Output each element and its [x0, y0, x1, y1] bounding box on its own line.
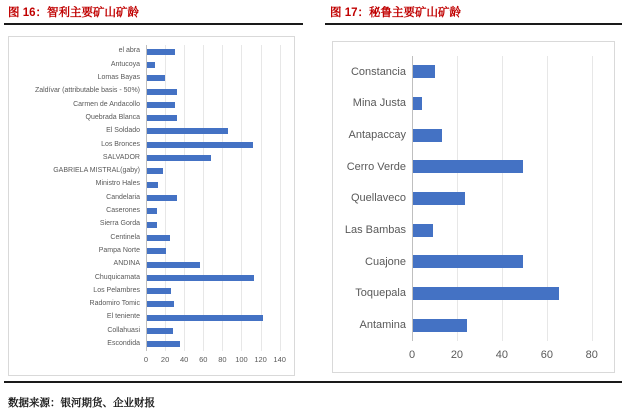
bar: [147, 341, 180, 347]
bar: [147, 315, 263, 321]
bar: [147, 168, 163, 174]
bar: [147, 89, 177, 95]
bar: [147, 275, 254, 281]
data-source-note: 数据来源：银河期货、企业财报: [8, 397, 155, 409]
bar: [147, 75, 165, 81]
category-label: Centinela: [110, 233, 140, 241]
bar: [147, 182, 158, 188]
x-tick-label: 140: [273, 355, 286, 364]
category-label: Lomas Bayas: [97, 74, 140, 81]
figure16-title: 图 16：智利主要矿山矿龄: [8, 7, 139, 19]
bar: [147, 248, 166, 254]
category-label: Zaldívar (attributable basis - 50%): [34, 87, 140, 95]
category-label: Candelaria: [106, 193, 140, 201]
x-tick-label: 20: [450, 349, 464, 361]
bar: [147, 288, 171, 294]
category-label: Escondida: [107, 340, 140, 348]
category-label: Caserones: [106, 207, 140, 215]
category-label: Cuajone: [365, 255, 406, 268]
chile-mine-age-chart: [9, 37, 294, 375]
gridline: [592, 56, 593, 341]
bar: [147, 195, 177, 201]
category-label: Antamina: [359, 318, 406, 331]
category-label: El Soldado: [106, 127, 140, 135]
x-tick-label: 60: [540, 349, 553, 361]
gridline: [280, 45, 281, 351]
figure17-chart-panel: [332, 41, 615, 373]
category-label: Chuquicamata: [94, 273, 140, 281]
bar: [147, 115, 177, 121]
category-label: Quebrada Blanca: [85, 113, 140, 121]
category-label: Carmen de Andacollo: [73, 100, 140, 108]
figure16-title-rule: [4, 23, 303, 25]
bar: [413, 255, 523, 268]
figure17-title: 图 17：秘鲁主要矿山矿龄: [330, 7, 461, 19]
category-label: Radomiro Tomic: [89, 300, 140, 308]
x-tick-label: 0: [143, 355, 149, 364]
bar: [413, 97, 422, 110]
bar: [147, 142, 253, 148]
bar: [413, 319, 467, 332]
gridline: [184, 45, 185, 351]
category-label: Constancia: [350, 65, 406, 78]
category-label: Antapaccay: [348, 128, 406, 141]
category-label: Mina Justa: [352, 97, 406, 110]
category-label: Pampa Norte: [98, 246, 140, 254]
bar: [147, 102, 175, 108]
category-label: Collahuasi: [107, 326, 140, 334]
x-tick-label: 20: [160, 355, 170, 364]
category-label: El teniente: [106, 313, 140, 321]
gridline: [222, 45, 223, 351]
bar: [147, 235, 170, 241]
gridline: [241, 45, 242, 351]
category-label: Los Bronces: [101, 140, 140, 148]
bar: [413, 192, 465, 205]
category-label: el abra: [118, 47, 140, 55]
bar: [147, 155, 211, 161]
x-tick-label: 60: [199, 355, 208, 364]
category-label: Antucoya: [110, 60, 140, 68]
bar: [413, 160, 523, 173]
gridline: [203, 45, 204, 351]
x-tick-label: 40: [495, 349, 508, 361]
category-label: Quellaveco: [350, 192, 406, 205]
figure17-title-rule: [325, 23, 622, 25]
bar: [147, 328, 173, 334]
x-tick-label: 120: [254, 355, 267, 364]
category-label: Los Pelambres: [93, 286, 140, 294]
bar: [147, 208, 157, 214]
bar: [413, 224, 433, 237]
x-tick-label: 80: [585, 349, 598, 361]
bar: [147, 262, 200, 268]
figure16-chart-panel: [8, 36, 295, 376]
category-label: ANDINA: [113, 260, 140, 268]
bar: [147, 301, 174, 307]
bar: [147, 49, 175, 55]
bar: [413, 65, 435, 78]
bar: [413, 129, 442, 142]
bar: [147, 222, 157, 228]
x-tick-label: 0: [408, 349, 416, 361]
category-label: GABRIELA MISTRAL(gaby): [53, 167, 140, 175]
category-label: Las Bambas: [344, 223, 406, 236]
bar: [147, 128, 228, 134]
peru-mine-age-chart: [333, 42, 614, 372]
bar: [147, 62, 155, 68]
category-label: Ministro Hales: [95, 180, 140, 188]
footer-rule: [4, 381, 622, 383]
category-label: Cerro Verde: [346, 160, 406, 173]
x-tick-label: 80: [218, 355, 227, 364]
x-tick-label: 100: [235, 355, 248, 364]
gridline: [261, 45, 262, 351]
bar: [413, 287, 559, 300]
category-label: SALVADOR: [102, 153, 140, 161]
x-tick-label: 40: [180, 355, 189, 364]
category-label: Sierra Gorda: [99, 220, 140, 228]
category-label: Toquepala: [355, 287, 406, 300]
